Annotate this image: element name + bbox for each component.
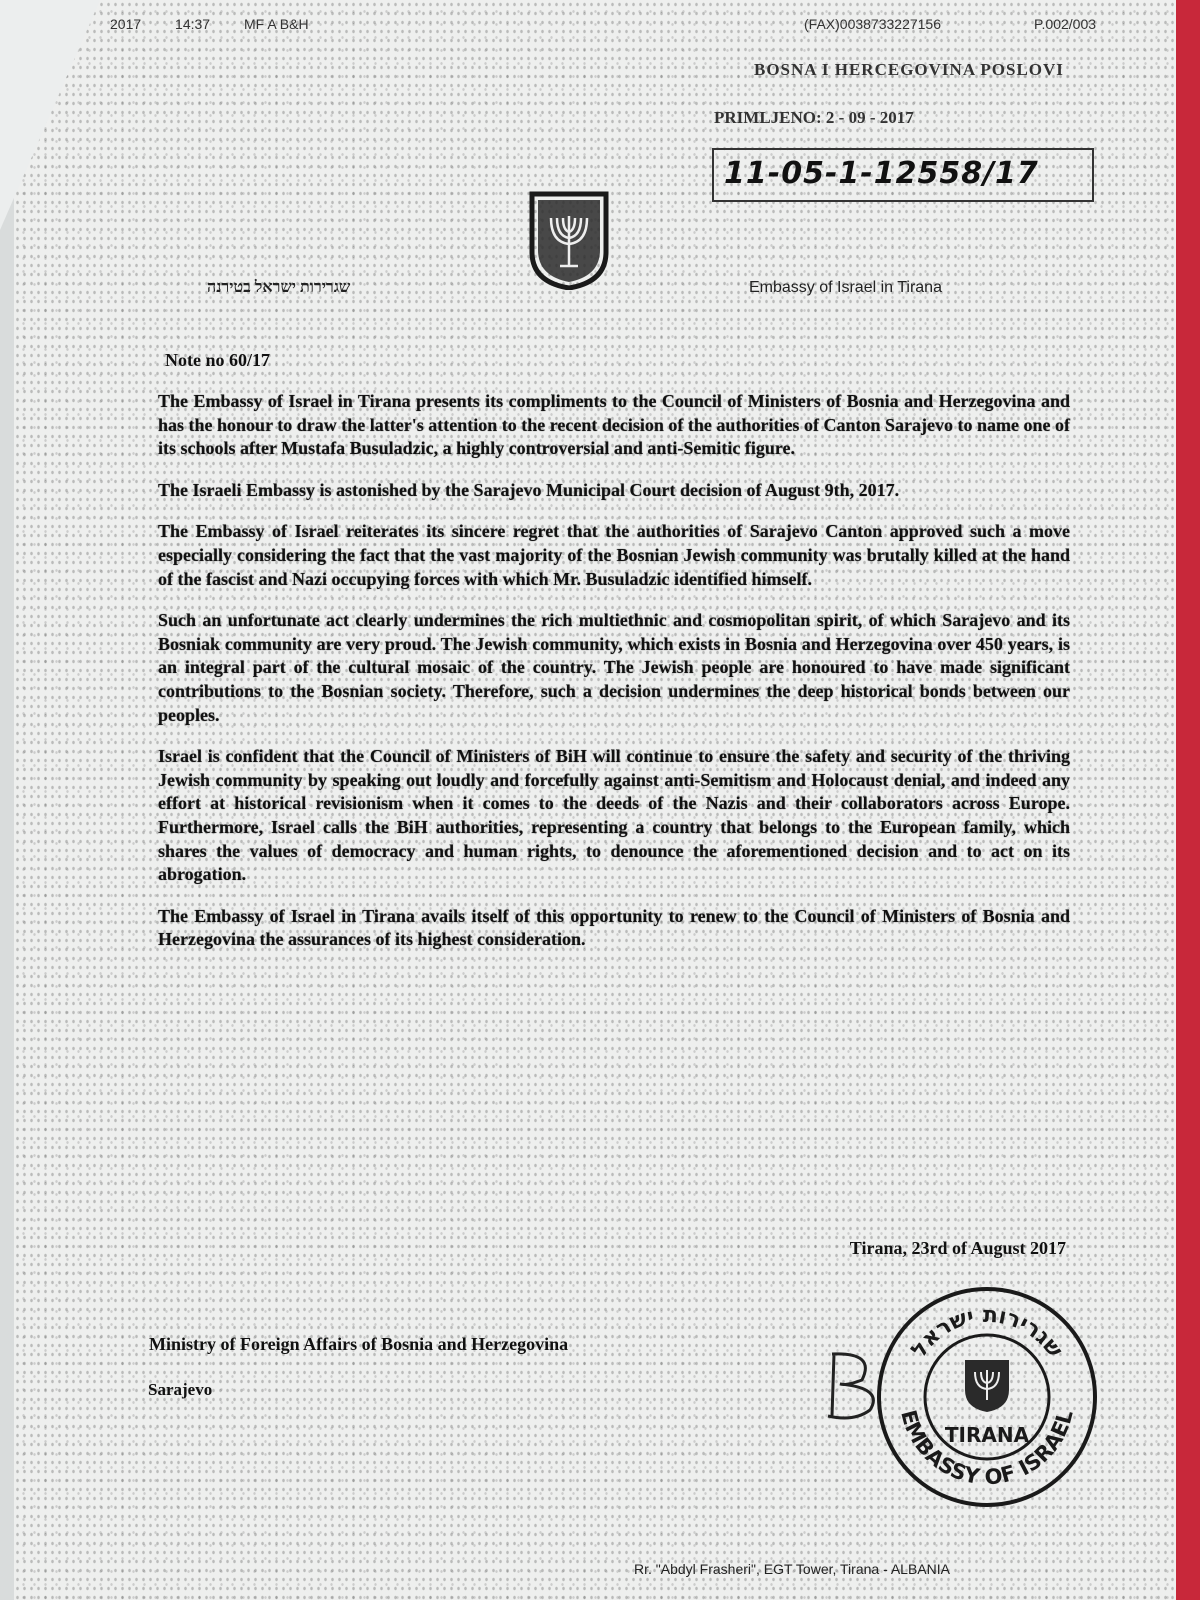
seal-menorah-icon [965,1360,1009,1412]
fax-document-page [14,0,1176,1600]
svg-text:שגרירות ישראל [907,1303,1068,1363]
stamp-title: BOSNA I HERCEGOVINA POSLOVI [754,60,1064,79]
background-edge [1174,0,1200,1600]
folded-corner [0,0,100,230]
seal-hebrew-text: שגרירות ישראל [906,1302,1068,1363]
letter-body [158,390,1070,970]
recipient-name: Ministry of Foreign Affairs of Bosnia and Herzegovina [149,1334,569,1354]
english-letterhead: Embassy of Israel in Tirana [749,279,942,296]
fax-header-left [110,16,339,32]
paragraph: The Embassy of Israel reiterates its sincere regret that the authorities of Sarajevo Canton approved such a move especially considering the fact that the vast majority of the Bosnian Jewish community was brutally killed at the hand of the fascist and Nazi occupying forces with which Mr. Busuladzic identified himself. [158,521,1070,589]
paragraph: The Israeli Embassy is astonished by the Sarajevo Municipal Court decision of August 9th, 2017. [158,479,900,500]
note-number: Note no 60/17 [165,350,270,370]
hebrew-letterhead: שגרירות ישראל בטירנה [207,279,351,296]
svg-text:EMBASSY OF ISRAEL [896,1407,1078,1489]
seal-city-text: TIRANA [944,1423,1030,1447]
recipient-city: Sarajevo [148,1380,213,1399]
fax-number: (FAX)0038733227156 [804,16,941,32]
stamp-received-date: PRIMLJENO: 2 - 09 - 2017 [714,108,914,127]
stamp-number-box [712,148,1094,202]
paragraph: The Embassy of Israel in Tirana avails itself of this opportunity to renew to the Council of Ministers of Bosnia and Herzegovina the assurances of its highest consideration. [158,905,1070,950]
fax-time: 14:37 [175,16,211,32]
fax-sender: MF A B&H [243,16,309,32]
embassy-address-footer: Rr. "Abdyl Frasheri", EGT Tower, Tirana - ALBANIA [634,1561,950,1577]
paragraph: The Embassy of Israel in Tirana presents its compliments to the Council of Ministers of Bosnia and Herzegovina and has the honour to draw the latter's attention to the recent decision of the authorities of Canton Sarajevo to name one of its schools after Mustafa Busuladzic, a highly controversial and anti-Semitic figure. [158,391,1070,459]
menorah-emblem-icon [524,190,614,290]
registry-stamp [714,60,1104,210]
paragraph: Such an unfortunate act clearly undermines the rich multiethnic and cosmopolitan spirit, of which Sarajevo and its Bosniak community are very proud. The Jewish community, which exists in Bosnia and Herzegovina over 450 years, is an integral part of the cultural mosaic of the country. The Jewish people are honoured to have made significant contributions to the Bosnian society. Therefore, such a decision undermines the deep historical bonds between our peoples. [158,610,1070,725]
stamp-file-number: 11-05-1-12558/17 [724,156,1039,191]
date-line: Tirana, 23rd of August 2017 [849,1238,1066,1258]
seal-arc-text: EMBASSY OF ISRAEL [896,1407,1078,1490]
fax-year: 2017 [110,16,142,32]
paragraph: Israel is confident that the Council of Ministers of BiH will continue to ensure the safety and security of the thriving Jewish community by speaking out loudly and forcefully against anti-Semitism and Holocaust denial, and indeed any effort at historical revisionism when it comes to the deeds of the Nazis and their collaborators across Europe. Furthermore, Israel calls the BiH authorities, representing a country that belongs to the European family, which shares the values of democracy and human rights, to denounce the aforementioned decision and to act on its abrogation. [158,746,1070,885]
embassy-seal [872,1282,1102,1512]
fax-page-count: P.002/003 [1034,16,1097,32]
